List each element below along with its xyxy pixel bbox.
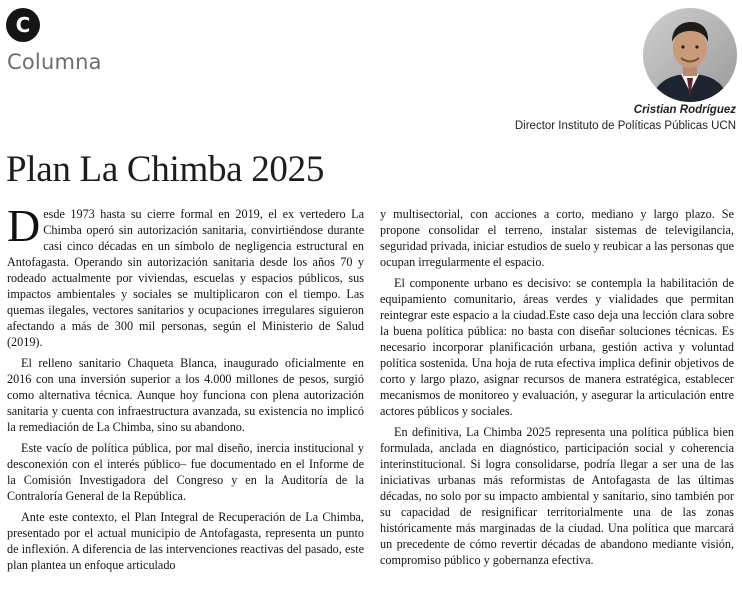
paragraph: Este vacío de política pública, por mal diseño, inercia institucional y desconexión con el interés público– fue documentado en el Informe de la Comisión Investigadora del Congreso y en la Auditoría de la Contraloría General de la República.: [7, 441, 364, 503]
drop-cap: D: [7, 200, 41, 251]
section-badge: C: [6, 8, 40, 42]
author-name: Cristian Rodríguez: [633, 104, 736, 116]
paragraph: En definitiva, La Chimba 2025 representa una política pública bien formulada, anclada en diagnóstico, participación social y coherencia interinstitucional. Si logra consolidarse, podría llegar a ser una de las iniciativas urbanas más reformistas de Antofagasta de las últimas décadas, no solo por su impacto ambiental y sanitario, sino también por su capacidad de resignificar territorialmente una de las zonas históricamente más marginadas de la ciudad. Una política que marcará un precedente de cómo revertir décadas de abandono mediante visión, compromiso público y gobernanza efectiva.: [380, 425, 734, 567]
paragraph-text: esde 1973 hasta su cierre formal en 2019, el ex vertedero La Chimba operó sin autorización sanitaria, convirtiéndose durante casi cinco décadas en un símbolo de negligencia estructural en Antofagasta. Operando sin autorización sanitaria desde los años 70 y rodeado actualmente por viviendas, escuelas y espacios públicos, sus impactos ambientales y sociales se multiplicaron con el tiempo. Las quemas ilegales, vectores sanitarios y ocupaciones irregulares siguieron afectando a más de 300 mil personas, según el Ministerio de Salud (2019).: [7, 207, 364, 349]
author-photo: [643, 8, 737, 102]
paragraph: El relleno sanitario Chaqueta Blanca, inaugurado oficialmente en 2016 con una inversión superior a los 4.000 millones de pesos, surgió como alternativa técnica. Aunque hoy funciona con plena autorización sanitaria y cuenta con infraestructura avanzada, su existencia no implicó la remediación de La Chimba, sino su abandono.: [7, 356, 364, 434]
paragraph: y multisectorial, con acciones a corto, mediano y largo plazo. Se propone consolidar el terreno, instalar sistemas de televigilancia, seguridad privada, iniciar estudios de suelo y reubicar a las personas que ocupan irregularmente el espacio.: [380, 207, 734, 269]
paragraph: [7, 200, 364, 350]
article-column-left: [7, 200, 364, 578]
paragraph: El componente urbano es decisivo: se contempla la habilitación de equipamiento comunitario, áreas verdes y vialidades que permitan reintegrar este espacio a la ciudad.Este caso deja una lección clara sobre la buena política pública: no basta con diseñar soluciones técnicas. Es necesario incorporar planificación urbana, gestión activa y voluntad política sostenida. Una hoja de ruta efectiva implica definir objetivos de corto y largo plazo, asignar recursos de manera estratégica, establecer mecanismos de monitoreo y evaluación, y asegurar la articulación entre actores públicos y sociales.: [380, 276, 734, 418]
paragraph: Ante este contexto, el Plan Integral de Recuperación de La Chimba, presentado por el actual municipio de Antofagasta, representa un punto de inflexión. A diferencia de las intervenciones reactivas del pasado, este plan plantea un enfoque articulado: [7, 510, 364, 572]
article-column-right: [380, 206, 734, 573]
section-label: Columna: [7, 50, 102, 74]
author-role: Director Instituto de Políticas Públicas UCN: [514, 120, 736, 132]
article-title: Plan La Chimba 2025: [6, 149, 325, 190]
